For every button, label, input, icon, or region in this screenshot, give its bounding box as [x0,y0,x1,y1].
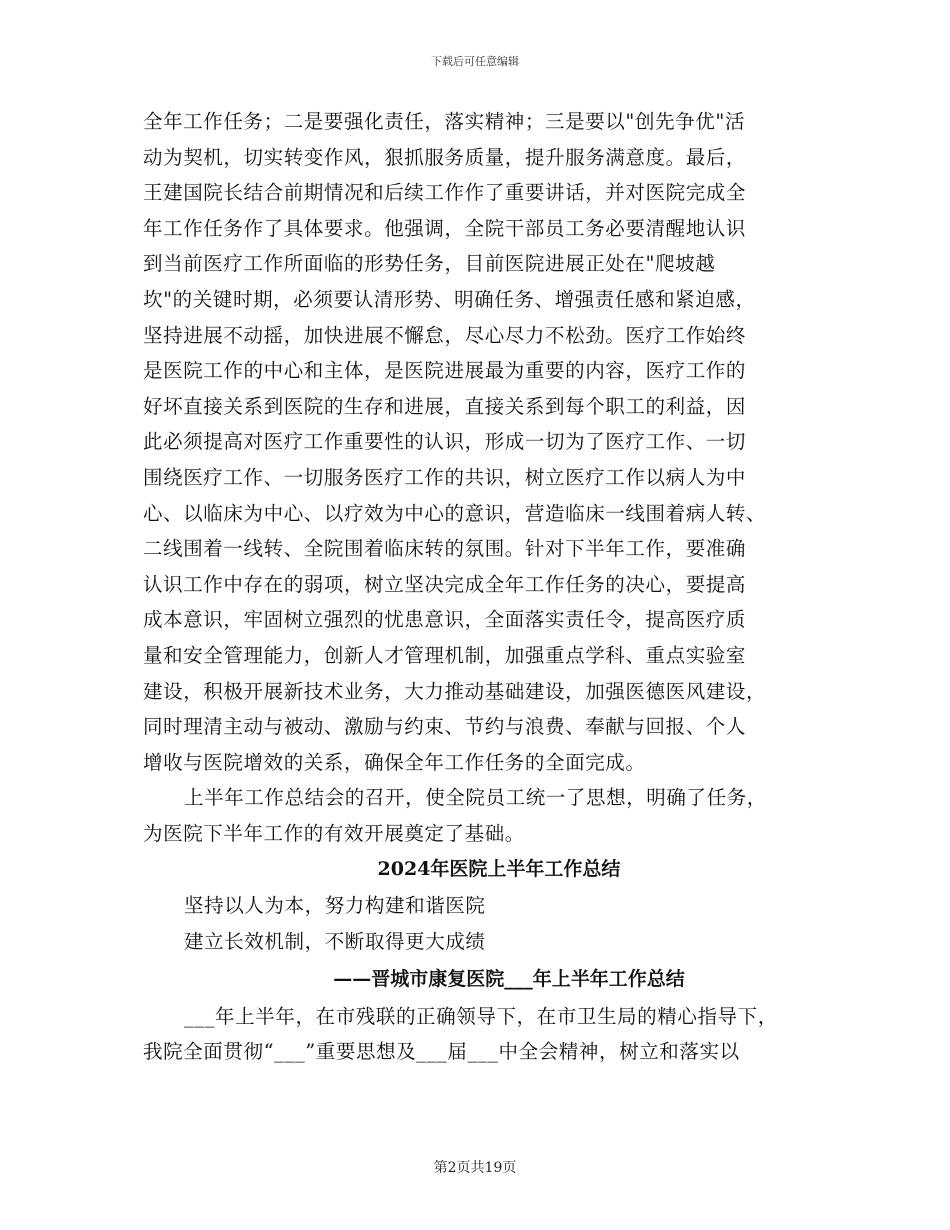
section-subtitle: ——晋城市康复医院___年上半年工作总结 [333,967,685,990]
slogan-line: 建立长效机制，不断取得更大成绩 [184,930,486,954]
page-header-note: 下载后可任意编辑 [431,55,519,68]
page-number: 第2页共19页 [433,1160,517,1176]
text-line: 成本意识，牢固树立强烈的忧患意识，全面落实责任令，提高医疗质 [143,608,747,632]
text-line: 此必须提高对医疗工作重要性的认识，形成一切为了医疗工作、一切 [143,430,747,454]
text-line: 我院全面贯彻“___”重要思想及___届___中全会精神，树立和落实以 [143,1040,740,1064]
text-line: ___年上半年，在市残联的正确领导下，在市卫生局的精心指导下， [184,1004,778,1028]
section-title: 2024年医院上半年工作总结 [377,858,621,881]
text-line: 年工作任务作了具体要求。他强调，全院干部员工务必要清醒地认识 [143,216,747,240]
paragraph-1 [143,104,815,780]
text-line: 好坏直接关系到医院的生存和进展，直接关系到每个职工的利益，因 [143,394,747,418]
text-line: 为医院下半年工作的有效开展奠定了基础。 [143,821,525,845]
paragraph-2 [143,780,815,851]
text-line: 到当前医疗工作所面临的形势任务，目前医院进展正处在"爬坡越 [143,252,716,276]
text-line: 同时理清主动与被动、激励与约束、节约与浪费、奉献与回报、个人 [143,715,747,739]
text-line: 心、以临床为中心、以疗效为中心的意识，营造临床一线围着病人转、 [143,501,767,525]
text-line: 坎"的关键时期，必须要认清形势、明确任务、增强责任感和紧迫感， [143,287,756,311]
text-line: 二线围着一线转、全院围着临床转的氛围。针对下半年工作，要准确 [143,537,747,561]
document-body [143,104,815,1070]
text-line: 坚持进展不动摇，加快进展不懈怠，尽心尽力不松劲。医疗工作始终 [143,323,747,347]
text-line: 全年工作任务；二是要强化责任，落实精神；三是要以"创先争优"活 [143,110,746,133]
text-line: 王建国院长结合前期情况和后续工作作了重要讲话，并对医院完成全 [143,181,747,205]
text-line: 动为契机，切实转变作风，狠抓服务质量，提升服务满意度。最后， [143,145,747,169]
text-line: 上半年工作总结会的召开，使全院员工统一了思想，明确了任务， [184,786,767,810]
text-line: 是医院工作的中心和主体，是医院进展最为重要的内容，医疗工作的 [143,359,747,383]
slogan-line: 坚持以人为本，努力构建和谐医院 [184,894,486,918]
text-line: 量和安全管理能力，创新人才管理机制，加强重点学科、重点实验室 [143,643,747,667]
text-line: 围绕医疗工作、一切服务医疗工作的共识，树立医疗工作以病人为中 [143,465,747,489]
text-line: 认识工作中存在的弱项，树立坚决完成全年工作任务的决心，要提高 [143,572,747,596]
text-line: 增收与医院增效的关系，确保全年工作任务的全面完成。 [143,750,646,774]
text-line: 建设，积极开展新技术业务，大力推动基础建设，加强医德医风建设， [143,679,767,703]
paragraph-3 [143,999,815,1070]
